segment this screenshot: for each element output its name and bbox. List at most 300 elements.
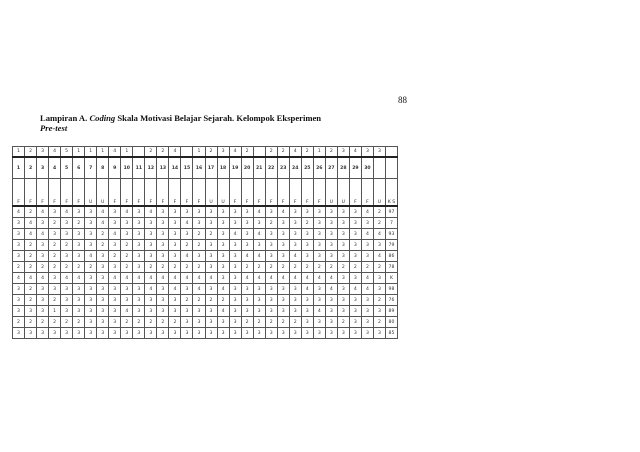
table-cell: 3 bbox=[169, 295, 181, 306]
table-cell: 4 bbox=[169, 147, 181, 158]
table-cell: 4 bbox=[37, 273, 49, 284]
table-cell: 2 bbox=[325, 262, 337, 273]
table-cell: 8 bbox=[97, 157, 109, 179]
table-cell: 3 bbox=[133, 295, 145, 306]
table-cell: 3 bbox=[265, 306, 277, 317]
table-cell: 3 bbox=[253, 295, 265, 306]
table-cell: 3 bbox=[169, 229, 181, 240]
table-cell: 1 bbox=[97, 147, 109, 158]
score-table bbox=[12, 146, 398, 339]
table-cell: 2 bbox=[265, 317, 277, 328]
table-cell: U bbox=[325, 179, 337, 207]
table-cell: 4 bbox=[277, 206, 289, 218]
table-cell: 2 bbox=[373, 262, 385, 273]
table-cell: 3 bbox=[181, 317, 193, 328]
table-row bbox=[13, 273, 398, 284]
table-cell: 4 bbox=[121, 306, 133, 317]
table-cell: 3 bbox=[37, 240, 49, 251]
table-cell: F bbox=[181, 179, 193, 207]
table-cell: 98 bbox=[385, 284, 397, 295]
table-cell: 3 bbox=[13, 251, 25, 262]
table-cell: 3 bbox=[133, 306, 145, 317]
table-cell: 89 bbox=[385, 306, 397, 317]
table-cell: 3 bbox=[217, 147, 229, 158]
table-cell: 3 bbox=[169, 251, 181, 262]
table-cell: 3 bbox=[337, 295, 349, 306]
table-cell: 2 bbox=[13, 262, 25, 273]
table-cell: 3 bbox=[49, 328, 61, 339]
table-cell: 4 bbox=[37, 229, 49, 240]
table-cell bbox=[133, 147, 145, 158]
table-cell: 10 bbox=[121, 157, 133, 179]
table-cell: F bbox=[169, 179, 181, 207]
table-cell: 2 bbox=[25, 206, 37, 218]
table-cell: 3 bbox=[265, 206, 277, 218]
table-cell: 3 bbox=[73, 251, 85, 262]
table-cell: 2 bbox=[277, 262, 289, 273]
table-cell: 29 bbox=[349, 157, 361, 179]
table-cell: 3 bbox=[241, 328, 253, 339]
table-cell: 4 bbox=[289, 273, 301, 284]
table-cell bbox=[385, 147, 397, 158]
table-cell: 3 bbox=[145, 229, 157, 240]
table-cell: 2 bbox=[25, 240, 37, 251]
table-cell: 3 bbox=[313, 240, 325, 251]
table-cell: 2 bbox=[337, 317, 349, 328]
table-cell: 3 bbox=[133, 240, 145, 251]
table-cell: 1 bbox=[85, 147, 97, 158]
table-cell: 3 bbox=[313, 218, 325, 229]
table-cell: 3 bbox=[109, 317, 121, 328]
table-cell: 3 bbox=[301, 295, 313, 306]
table-cell: 3 bbox=[97, 262, 109, 273]
table-cell: 4 bbox=[61, 273, 73, 284]
table-cell bbox=[181, 147, 193, 158]
table-cell: 2 bbox=[49, 240, 61, 251]
table-cell: 3 bbox=[37, 328, 49, 339]
table-cell: 2 bbox=[121, 262, 133, 273]
table-cell: 2 bbox=[49, 317, 61, 328]
table-cell: 3 bbox=[109, 306, 121, 317]
table-cell: F bbox=[253, 179, 265, 207]
table-cell: 2 bbox=[313, 262, 325, 273]
table-cell: 27 bbox=[325, 157, 337, 179]
table-cell: 3 bbox=[277, 251, 289, 262]
table-cell: 3 bbox=[73, 229, 85, 240]
table-cell: 2 bbox=[121, 240, 133, 251]
table-cell: 12 bbox=[145, 157, 157, 179]
table-cell: 4 bbox=[157, 273, 169, 284]
table-cell: 3 bbox=[61, 229, 73, 240]
table-cell: 3 bbox=[313, 229, 325, 240]
table-cell: 1 bbox=[13, 157, 25, 179]
table-cell: 1 bbox=[13, 147, 25, 158]
table-cell: 2 bbox=[49, 218, 61, 229]
table-cell: 2 bbox=[97, 240, 109, 251]
table-cell: 3 bbox=[241, 218, 253, 229]
table-cell: 3 bbox=[325, 306, 337, 317]
table-cell: F bbox=[121, 179, 133, 207]
table-cell: 3 bbox=[37, 251, 49, 262]
table-cell: 2 bbox=[85, 262, 97, 273]
table-cell: 3 bbox=[169, 306, 181, 317]
table-cell: 3 bbox=[313, 295, 325, 306]
table-cell: 86 bbox=[385, 251, 397, 262]
table-cell: 76 bbox=[385, 295, 397, 306]
table-cell: 25 bbox=[301, 157, 313, 179]
table-cell: 4 bbox=[241, 273, 253, 284]
table-cell: 3 bbox=[313, 328, 325, 339]
table-cell: 4 bbox=[253, 229, 265, 240]
table-cell: 3 bbox=[13, 240, 25, 251]
table-item-header-row bbox=[13, 157, 398, 179]
table-cell: 3 bbox=[133, 206, 145, 218]
table-cell: 2 bbox=[325, 147, 337, 158]
table-cell: 3 bbox=[289, 284, 301, 295]
table-cell: 3 bbox=[133, 251, 145, 262]
table-cell: 3 bbox=[205, 218, 217, 229]
table-cell: 4 bbox=[37, 206, 49, 218]
table-cell: 2 bbox=[193, 295, 205, 306]
table-cell: 4 bbox=[169, 284, 181, 295]
table-cell: 3 bbox=[289, 306, 301, 317]
table-cell: 3 bbox=[205, 284, 217, 295]
table-cell: 2 bbox=[193, 240, 205, 251]
table-cell: 3 bbox=[373, 240, 385, 251]
table-cell: 1 bbox=[313, 147, 325, 158]
table-cell: 3 bbox=[349, 273, 361, 284]
table-cell: 4 bbox=[193, 273, 205, 284]
table-cell: 3 bbox=[229, 284, 241, 295]
table-cell: 2 bbox=[25, 251, 37, 262]
table-cell: 3 bbox=[193, 218, 205, 229]
table-cell: 3 bbox=[313, 206, 325, 218]
table-cell: 3 bbox=[85, 218, 97, 229]
table-cell: 2 bbox=[253, 317, 265, 328]
table-cell: 3 bbox=[277, 218, 289, 229]
table-cell: 3 bbox=[97, 328, 109, 339]
table-cell: 2 bbox=[145, 317, 157, 328]
table-cell: 4 bbox=[217, 284, 229, 295]
table-cell: 3 bbox=[325, 295, 337, 306]
table-cell: 23 bbox=[277, 157, 289, 179]
table-cell: 2 bbox=[361, 262, 373, 273]
table-cell: 3 bbox=[97, 251, 109, 262]
table-cell: 3 bbox=[13, 328, 25, 339]
table-cell: 2 bbox=[241, 262, 253, 273]
table-cell: 2 bbox=[49, 295, 61, 306]
table-top-row bbox=[13, 147, 398, 158]
table-cell: 3 bbox=[85, 229, 97, 240]
table-cell: 2 bbox=[265, 218, 277, 229]
table-cell: 3 bbox=[97, 273, 109, 284]
table-cell: 3 bbox=[361, 240, 373, 251]
table-cell: 2 bbox=[145, 262, 157, 273]
table-cell: 3 bbox=[325, 251, 337, 262]
table-cell: 3 bbox=[109, 284, 121, 295]
table-cell: 2 bbox=[373, 295, 385, 306]
table-cell: 4 bbox=[73, 273, 85, 284]
table-cell: 2 bbox=[169, 262, 181, 273]
table-cell: 3 bbox=[277, 295, 289, 306]
table-cell: 3 bbox=[265, 240, 277, 251]
table-cell: 3 bbox=[133, 284, 145, 295]
table-cell: 4 bbox=[349, 284, 361, 295]
table-cell: 3 bbox=[37, 295, 49, 306]
table-cell: 1 bbox=[121, 147, 133, 158]
table-cell: 3 bbox=[61, 251, 73, 262]
table-cell: 3 bbox=[157, 284, 169, 295]
table-cell: 2 bbox=[145, 147, 157, 158]
table-cell: 3 bbox=[349, 306, 361, 317]
table-cell: 2 bbox=[25, 262, 37, 273]
table-cell: 4 bbox=[361, 206, 373, 218]
table-cell: 4 bbox=[13, 206, 25, 218]
table-cell: 2 bbox=[289, 317, 301, 328]
table-cell: 4 bbox=[97, 206, 109, 218]
table-cell: 3 bbox=[97, 306, 109, 317]
table-cell: 3 bbox=[277, 284, 289, 295]
table-cell: 3 bbox=[349, 218, 361, 229]
table-cell: 3 bbox=[217, 317, 229, 328]
table-cell: 3 bbox=[325, 218, 337, 229]
table-cell bbox=[253, 147, 265, 158]
table-cell: 3 bbox=[13, 295, 25, 306]
table-cell: 3 bbox=[253, 306, 265, 317]
table-cell: 2 bbox=[121, 251, 133, 262]
table-cell: 2 bbox=[301, 218, 313, 229]
table-cell: 3 bbox=[157, 229, 169, 240]
table-cell: 3 bbox=[205, 328, 217, 339]
table-cell: 3 bbox=[193, 206, 205, 218]
table-cell: U bbox=[85, 179, 97, 207]
table-cell: 3 bbox=[217, 218, 229, 229]
table-cell: 4 bbox=[253, 206, 265, 218]
table-cell: 2 bbox=[25, 284, 37, 295]
table-cell: 2 bbox=[109, 251, 121, 262]
table-cell: 2 bbox=[61, 262, 73, 273]
table-cell: 3 bbox=[85, 240, 97, 251]
table-cell: 3 bbox=[289, 295, 301, 306]
table-cell: 2 bbox=[73, 317, 85, 328]
table-cell: 3 bbox=[229, 295, 241, 306]
table-cell: F bbox=[361, 179, 373, 207]
table-cell: 3 bbox=[277, 306, 289, 317]
table-cell: 1 bbox=[73, 147, 85, 158]
table-cell: 4 bbox=[253, 251, 265, 262]
table-cell: U bbox=[217, 179, 229, 207]
table-row bbox=[13, 284, 398, 295]
table-cell: 3 bbox=[229, 251, 241, 262]
table-cell: 2 bbox=[193, 229, 205, 240]
table-cell: 3 bbox=[325, 240, 337, 251]
table-cell: 20 bbox=[241, 157, 253, 179]
table-cell: F bbox=[157, 179, 169, 207]
table-cell: F bbox=[277, 179, 289, 207]
table-cell: 3 bbox=[301, 206, 313, 218]
table-cell: 3 bbox=[229, 206, 241, 218]
table-cell: 3 bbox=[349, 328, 361, 339]
table-cell: 2 bbox=[61, 240, 73, 251]
table-cell: 3 bbox=[205, 306, 217, 317]
table-cell: 3 bbox=[61, 328, 73, 339]
table-cell: 2 bbox=[97, 229, 109, 240]
table-cell: F bbox=[61, 179, 73, 207]
table-cell: 3 bbox=[157, 218, 169, 229]
table-cell: 2 bbox=[157, 317, 169, 328]
appendix-title bbox=[40, 113, 321, 123]
table-cell: 3 bbox=[85, 328, 97, 339]
table-cell: 3 bbox=[181, 229, 193, 240]
table-cell: 3 bbox=[229, 240, 241, 251]
table-cell: 4 bbox=[229, 147, 241, 158]
table-cell: 3 bbox=[265, 251, 277, 262]
table-cell: 3 bbox=[109, 328, 121, 339]
table-cell: 4 bbox=[121, 273, 133, 284]
table-cell: 2 bbox=[265, 262, 277, 273]
table-cell: 4 bbox=[253, 273, 265, 284]
table-cell: 3 bbox=[157, 306, 169, 317]
table-cell: 1 bbox=[193, 147, 205, 158]
table-cell: 2 bbox=[373, 206, 385, 218]
table-cell: 4 bbox=[61, 206, 73, 218]
table-cell: 3 bbox=[169, 328, 181, 339]
table-cell: F bbox=[349, 179, 361, 207]
table-cell: 3 bbox=[157, 328, 169, 339]
table-cell: 3 bbox=[373, 147, 385, 158]
table-cell: 3 bbox=[205, 317, 217, 328]
table-cell: 3 bbox=[241, 206, 253, 218]
table-cell: 4 bbox=[301, 273, 313, 284]
table-cell: 3 bbox=[13, 284, 25, 295]
table-cell: 2 bbox=[265, 147, 277, 158]
table-cell: 3 bbox=[181, 206, 193, 218]
table-cell: F bbox=[25, 179, 37, 207]
table-cell: 3 bbox=[337, 273, 349, 284]
table-cell: 28 bbox=[337, 157, 349, 179]
table-cell: 3 bbox=[157, 251, 169, 262]
table-row bbox=[13, 251, 398, 262]
table-cell: 2 bbox=[277, 147, 289, 158]
table-cell: 3 bbox=[337, 218, 349, 229]
table-cell: 2 bbox=[73, 218, 85, 229]
table-cell: 7 bbox=[385, 218, 397, 229]
table-cell: 3 bbox=[73, 306, 85, 317]
table-cell: 3 bbox=[277, 328, 289, 339]
table-cell: 4 bbox=[97, 218, 109, 229]
table-cell: 3 bbox=[301, 229, 313, 240]
table-cell: 3 bbox=[193, 251, 205, 262]
table-cell: 18 bbox=[217, 157, 229, 179]
table-cell: 3 bbox=[157, 295, 169, 306]
table-cell: 2 bbox=[121, 317, 133, 328]
table-cell: 3 bbox=[337, 284, 349, 295]
table-cell: 3 bbox=[193, 328, 205, 339]
table-cell: 3 bbox=[169, 206, 181, 218]
table-cell: 3 bbox=[289, 206, 301, 218]
table-cell: 3 bbox=[301, 251, 313, 262]
table-cell: 3 bbox=[25, 306, 37, 317]
table-cell: 2 bbox=[205, 295, 217, 306]
table-cell: U bbox=[205, 179, 217, 207]
table-cell: 24 bbox=[289, 157, 301, 179]
table-cell: 3 bbox=[289, 218, 301, 229]
table-cell: 6 bbox=[73, 157, 85, 179]
table-cell: 2 bbox=[205, 147, 217, 158]
table-cell: 3 bbox=[85, 273, 97, 284]
table-cell: 2 bbox=[169, 317, 181, 328]
table-cell: 3 bbox=[241, 295, 253, 306]
table-cell: 3 bbox=[313, 317, 325, 328]
table-cell: 3 bbox=[217, 262, 229, 273]
table-cell: 3 bbox=[361, 328, 373, 339]
table-cell: 2 bbox=[157, 262, 169, 273]
table-cell: 3 bbox=[73, 206, 85, 218]
table-cell: 3 bbox=[301, 306, 313, 317]
table-cell: 3 bbox=[229, 273, 241, 284]
table-cell: 3 bbox=[205, 262, 217, 273]
table-cell: 3 bbox=[361, 218, 373, 229]
table-cell: 3 bbox=[157, 206, 169, 218]
table-cell: 2 bbox=[301, 147, 313, 158]
table-cell: 3 bbox=[361, 317, 373, 328]
table-cell: 3 bbox=[73, 328, 85, 339]
table-cell: 3 bbox=[109, 218, 121, 229]
table-cell: 2 bbox=[373, 317, 385, 328]
table-cell: 3 bbox=[145, 295, 157, 306]
table-cell: 3 bbox=[313, 284, 325, 295]
table-cell: 3 bbox=[133, 262, 145, 273]
table-cell: 2 bbox=[25, 147, 37, 158]
table-cell: 3 bbox=[13, 229, 25, 240]
table-cell: K bbox=[385, 273, 397, 284]
table-cell: 3 bbox=[325, 229, 337, 240]
table-cell: 4 bbox=[325, 273, 337, 284]
table-cell: 3 bbox=[61, 218, 73, 229]
table-cell: 3 bbox=[337, 306, 349, 317]
table-cell: F bbox=[145, 179, 157, 207]
table-cell: 4 bbox=[109, 229, 121, 240]
table-cell: 3 bbox=[73, 295, 85, 306]
table-cell: 4 bbox=[25, 218, 37, 229]
table-cell: 3 bbox=[181, 284, 193, 295]
table-cell: 4 bbox=[181, 218, 193, 229]
table-cell: F bbox=[109, 179, 121, 207]
table-cell: 3 bbox=[301, 328, 313, 339]
title-coding: Coding bbox=[89, 113, 116, 123]
table-cell: 16 bbox=[193, 157, 205, 179]
table-cell: 3 bbox=[13, 306, 25, 317]
table-cell: 4 bbox=[349, 147, 361, 158]
table-cell: 2 bbox=[37, 317, 49, 328]
table-cell: 3 bbox=[289, 229, 301, 240]
table-cell: 3 bbox=[361, 306, 373, 317]
table-cell: 93 bbox=[385, 229, 397, 240]
table-cell: 2 bbox=[61, 317, 73, 328]
table-cell: 3 bbox=[193, 317, 205, 328]
table-cell: 3 bbox=[37, 306, 49, 317]
table-cell: 3 bbox=[289, 328, 301, 339]
table-cell: 3 bbox=[205, 240, 217, 251]
table-cell: 3 bbox=[265, 295, 277, 306]
table-cell: 3 bbox=[37, 284, 49, 295]
table-row bbox=[13, 218, 398, 229]
table-cell: 2 bbox=[73, 262, 85, 273]
table-cell: 5 bbox=[61, 147, 73, 158]
table-cell: F bbox=[289, 179, 301, 207]
table-cell: 1 bbox=[49, 306, 61, 317]
table-cell: 14 bbox=[169, 157, 181, 179]
